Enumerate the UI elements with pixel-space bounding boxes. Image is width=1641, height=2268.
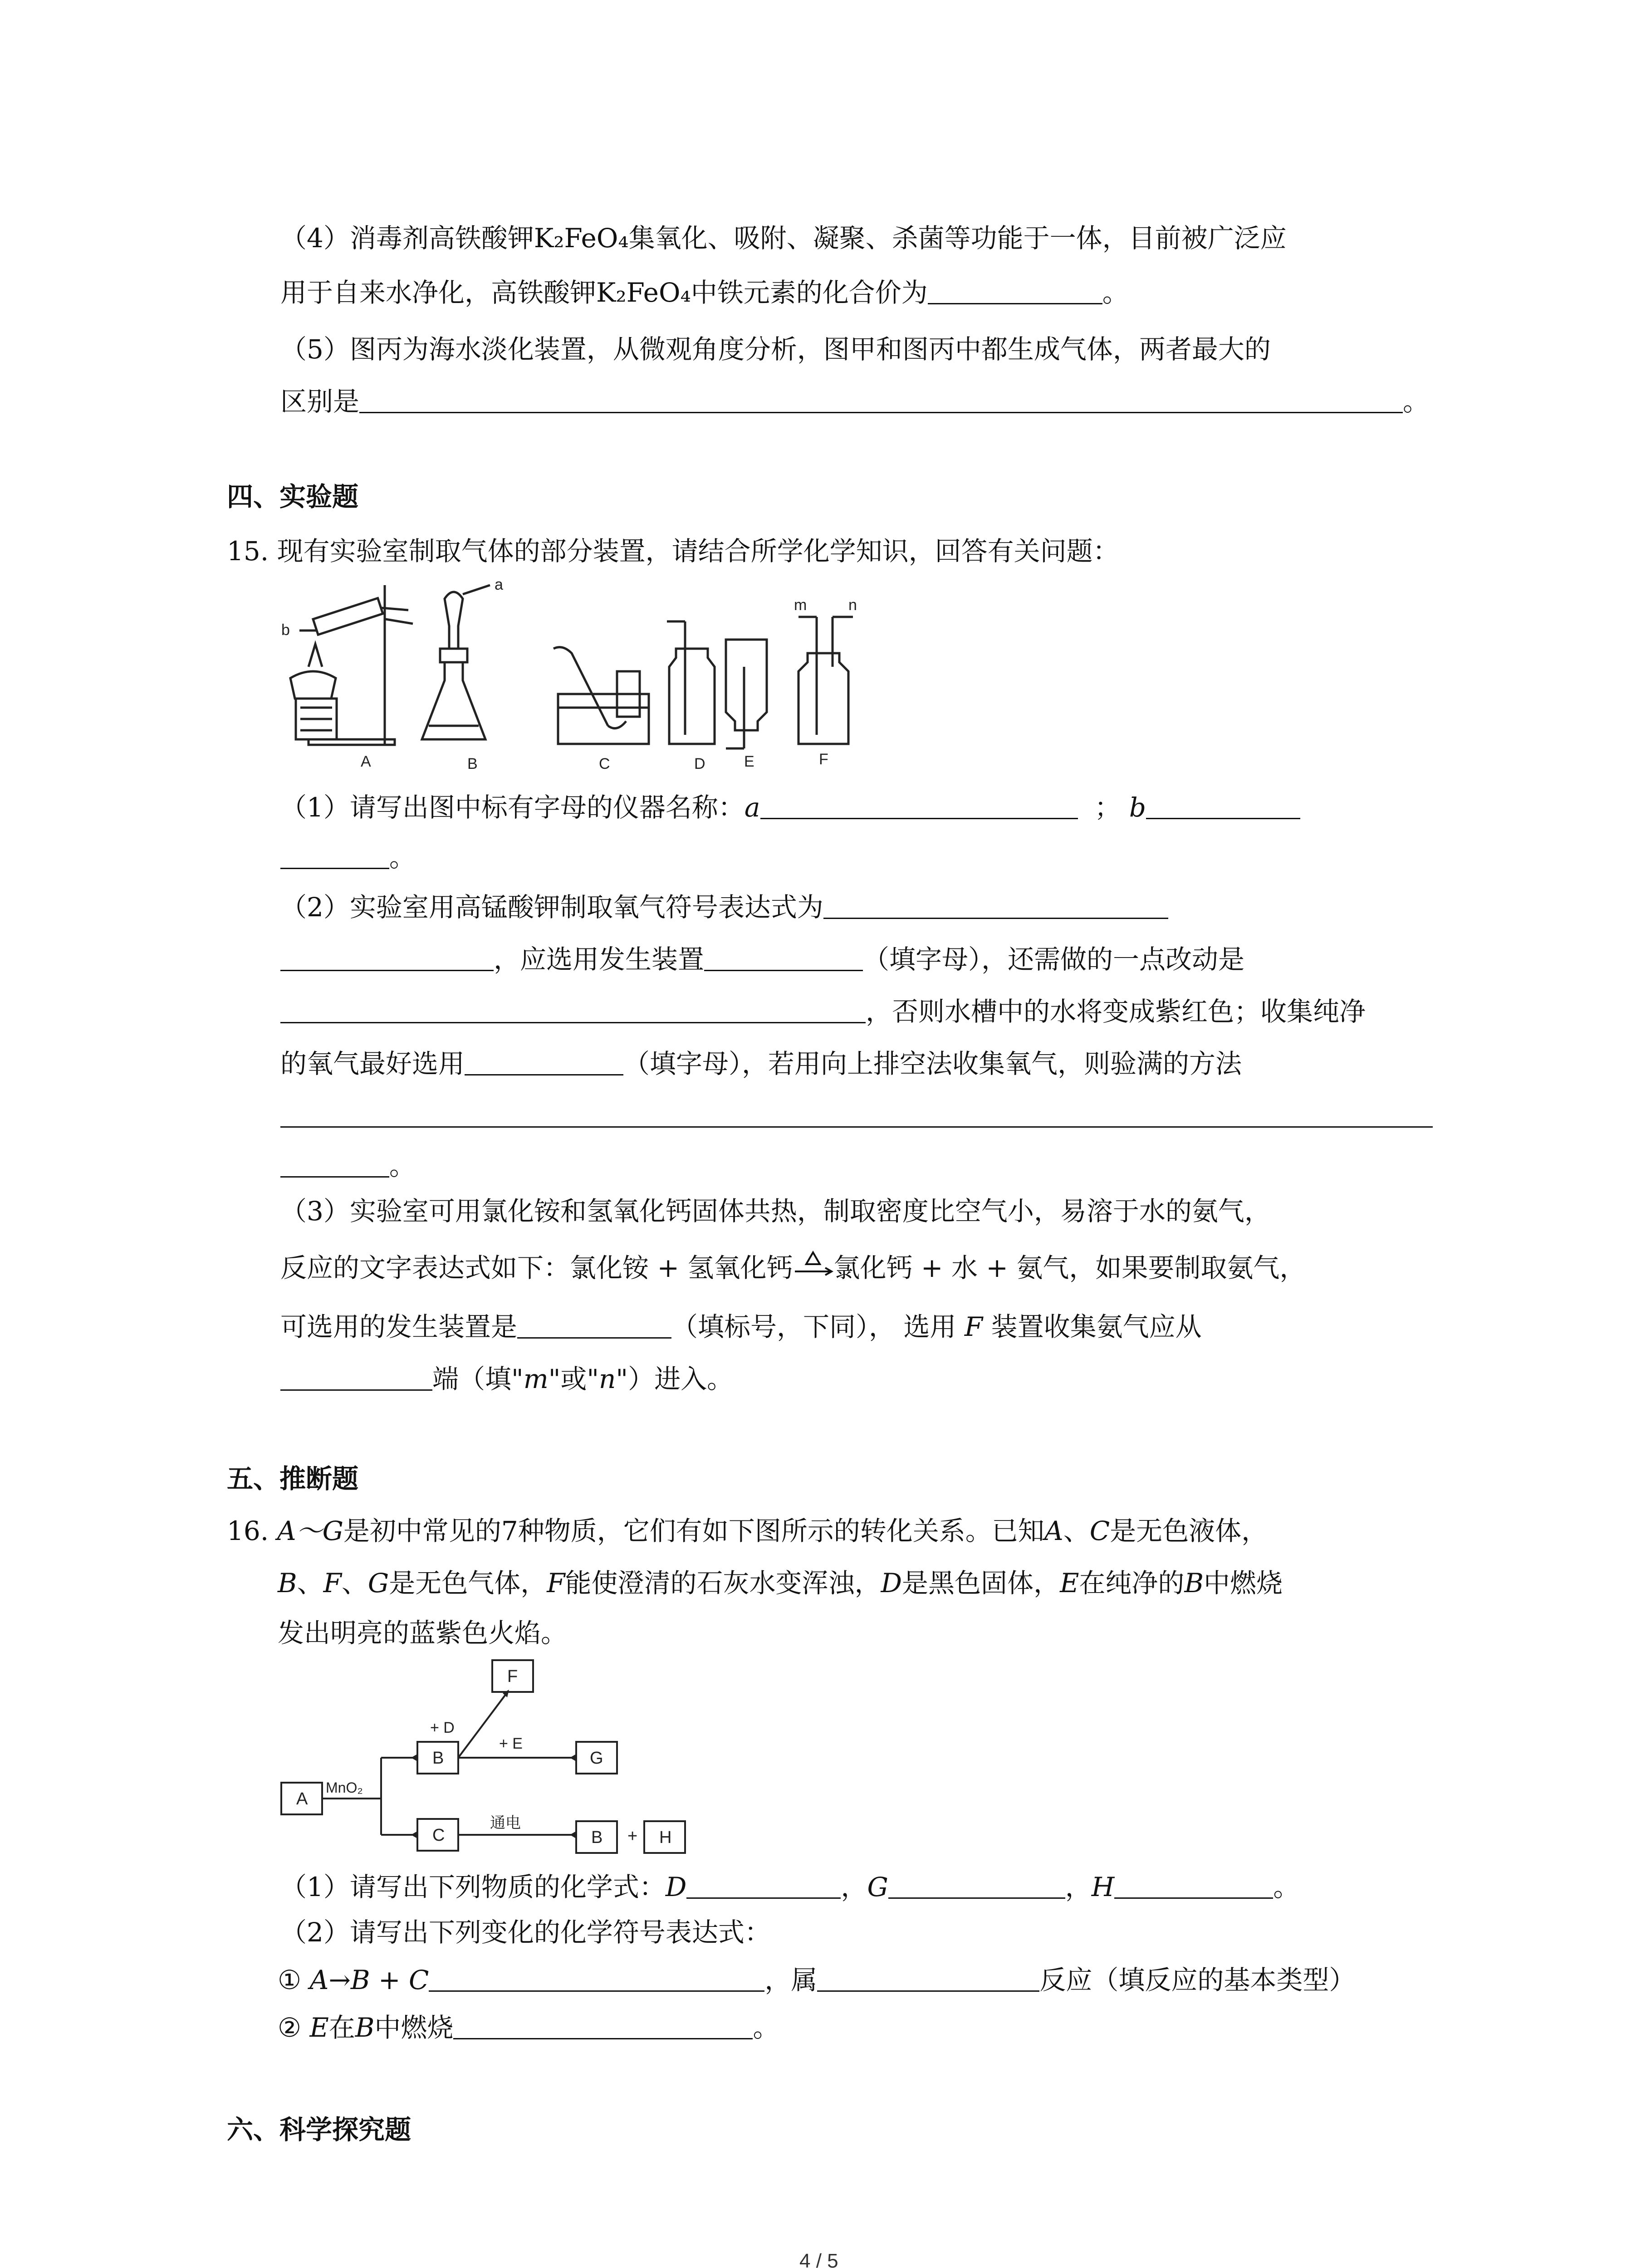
node-B2: B	[591, 1828, 603, 1847]
answer-blank-reaction1-equation[interactable]	[429, 1964, 764, 1992]
answer-blank-instrument-a[interactable]	[760, 792, 1078, 819]
answer-blank-formula-h[interactable]	[1114, 1871, 1273, 1899]
apparatus-e	[726, 640, 767, 748]
section-title-inference: 五、推断题	[227, 1463, 359, 1494]
q16-transformation-diagram	[272, 1651, 726, 1864]
node-A: A	[296, 1789, 308, 1809]
label-plus-d: + D	[430, 1719, 455, 1736]
q15-part2-line1: （2）实验室用高锰酸钾制取氧气符号表达式为	[280, 891, 1168, 923]
node-G: G	[590, 1749, 603, 1768]
answer-blank-full-check-method[interactable]	[280, 1100, 1433, 1128]
apparatus-d	[667, 621, 715, 744]
label-plus: +	[627, 1827, 638, 1846]
q15-stem: 15. 现有实验室制取气体的部分装置，请结合所学化学知识，回答有关问题：	[227, 536, 1119, 567]
answer-blank-nh3-generator[interactable]	[517, 1311, 671, 1339]
q14-part5-line1: （5）图丙为海水淡化装置，从微观角度分析，图甲和图丙中都生成气体，两者最大的	[280, 334, 1271, 365]
q16-part1: （1）请写出下列物质的化学式：D ，G ，H 。	[280, 1872, 1300, 1902]
q15-part3-line2: 反应的文字表达式如下：氯化铵 + 氢氧化钙 氯化钙 + 水 + 氨气，如果要制取氨气，	[280, 1250, 1306, 1284]
answer-blank-inlet-end[interactable]	[280, 1363, 432, 1391]
q16-reaction2: ② E在B中燃烧 。	[278, 2012, 779, 2043]
q16-stem-line2: B、F、G是无色气体，F能使澄清的石灰水变浑浊，D是黑色固体，E在纯净的B中燃烧	[278, 1568, 1283, 1598]
q15-part1-line2: 。	[280, 841, 416, 873]
section-title-inquiry: 六、科学探究题	[227, 2114, 411, 2145]
answer-blank-valence[interactable]	[928, 277, 1102, 304]
label-C: C	[599, 755, 610, 772]
label-A: A	[361, 753, 371, 770]
q16-reaction1: ① A→B + C ，属 反应（填反应的基本类型）	[278, 1965, 1356, 1995]
node-F: F	[507, 1667, 518, 1686]
section-title-experiment: 四、实验题	[227, 481, 359, 512]
answer-blank-instrument-b[interactable]	[1146, 792, 1300, 819]
q14-part4-line1: （4）消毒剂高铁酸钾K₂FeO₄集氧化、吸附、凝聚、杀菌等功能于一体，目前被广泛应	[280, 223, 1287, 254]
q15-part1-line1: （1）请写出图中标有字母的仪器名称：a ； b	[280, 792, 1300, 823]
q15-part2-line3: ，否则水槽中的水将变成紫红色；收集纯净	[280, 996, 1366, 1027]
label-B: B	[467, 755, 478, 772]
q16-part2: （2）请写出下列变化的化学符号表达式：	[280, 1917, 771, 1948]
label-F: F	[819, 751, 828, 768]
answer-blank-generator[interactable]	[704, 943, 863, 971]
q15-part3-line1: （3）实验室可用氯化铵和氢氧化钙固体共热，制取密度比空气小，易溶于水的氨气，	[280, 1196, 1271, 1227]
label-mno2: MnO₂	[326, 1779, 363, 1796]
q16-stem-line1: 16. A～G是初中常见的7种物质，它们有如下图所示的转化关系。已知A、C是无色液体，	[227, 1515, 1268, 1546]
q15-part3-line4: 端（填"m"或"n"）进入。	[280, 1363, 733, 1395]
answer-blank-formula-g[interactable]	[888, 1871, 1065, 1899]
node-C: C	[432, 1826, 445, 1845]
label-E: E	[744, 753, 754, 770]
answer-blank-modification[interactable]	[280, 996, 866, 1023]
q16-stem-line3: 发出明亮的蓝紫色火焰。	[278, 1618, 568, 1648]
node-B: B	[432, 1749, 444, 1768]
label-plus-e: + E	[499, 1735, 523, 1752]
answer-blank-instrument-b-cont[interactable]	[280, 841, 389, 869]
answer-blank-reaction2-equation[interactable]	[453, 2012, 753, 2039]
answer-blank-reaction-type[interactable]	[817, 1964, 1039, 1992]
q15-part3-line3: 可选用的发生装置是 （填标号，下同）， 选用 F 装置收集氨气应从	[280, 1311, 1202, 1342]
answer-blank-difference[interactable]	[359, 386, 1403, 413]
answer-blank-collector[interactable]	[465, 1048, 623, 1075]
answer-blank-kmno4-equation-cont[interactable]	[280, 943, 494, 971]
apparatus-a	[290, 585, 413, 745]
label-a: a	[495, 576, 503, 593]
q15-part2-line2: ，应选用发生装置 （填字母），还需做的一点改动是	[280, 943, 1244, 975]
apparatus-c	[554, 647, 649, 744]
q14-part5-line2: 区别是 。	[280, 386, 1430, 417]
q14-part4-line2: 用于自来水净化，高铁酸钾K₂FeO₄中铁元素的化合价为 。	[280, 277, 1129, 308]
answer-blank-formula-d[interactable]	[686, 1871, 841, 1899]
apparatus-f	[798, 617, 853, 744]
q15-part2-line4: 的氧气最好选用 （填字母），若用向上排空法收集氧气，则验满的方法	[280, 1048, 1242, 1079]
label-electrolysis: 通电	[490, 1814, 521, 1832]
apparatus-b	[422, 585, 490, 739]
heat-arrow-icon	[793, 1250, 833, 1281]
label-m: m	[794, 596, 807, 614]
node-H: H	[659, 1828, 672, 1847]
answer-blank-kmno4-equation[interactable]	[823, 891, 1168, 919]
answer-blank-full-check-method-cont[interactable]	[280, 1150, 389, 1178]
page-number: 4 / 5	[799, 2250, 838, 2268]
label-n: n	[848, 596, 857, 614]
q15-apparatus-figure	[272, 576, 916, 785]
label-b: b	[281, 621, 290, 639]
q15-part2-line6: 。	[280, 1150, 416, 1182]
label-D: D	[694, 755, 705, 772]
q15-part2-line5	[280, 1100, 1433, 1132]
